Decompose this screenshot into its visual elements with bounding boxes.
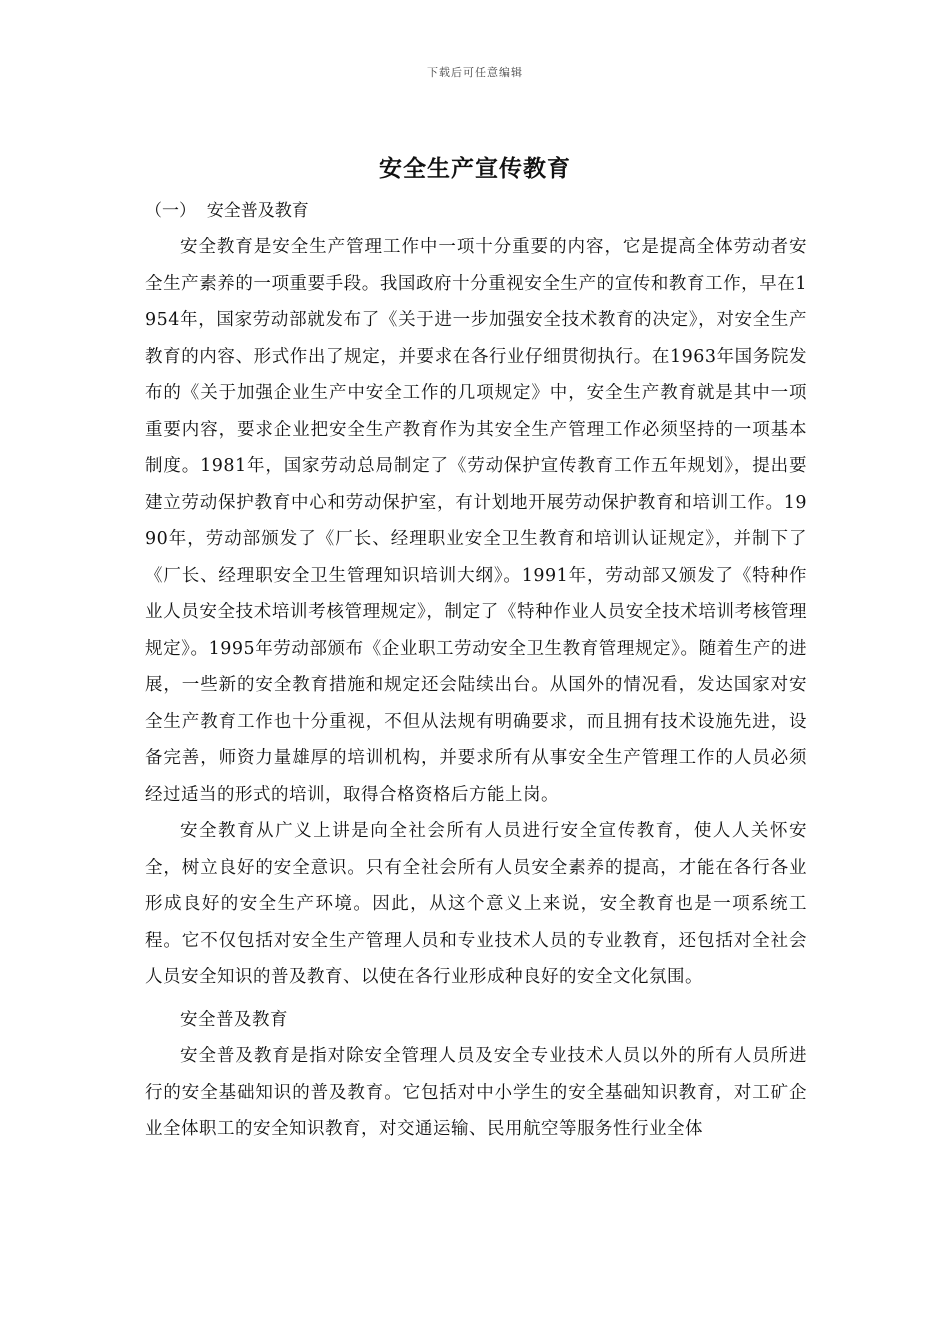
paragraph-2: 安全教育从广义上讲是向全社会所有人员进行安全宣传教育，使人人关怀安全，树立良好的安全意识。只有全社会所有人员安全素养的提高，才能在各行各业形成良好的安全生产环境。因此，从这个意义上来说，安全教育也是一项系统工程。它不仅包括对安全生产管理人员和专业技术人员的专业教育，还包括对全社会人员安全知识的普及教育、以使在各行业形成种良好的安全文化氛围。: [145, 821, 807, 987]
section-heading: （一） 安全普及教育: [145, 201, 309, 221]
paragraph-1: 安全教育是安全生产管理工作中一项十分重要的内容，它是提高全体劳动者安全生产素养的一项重要手段。我国政府十分重视安全生产的宣传和教育工作，早在1954年，国家劳动部就发布了《关于进一步加强安全技术教育的决定》，对安全生产教育的内容、形式作出了规定，并要求在各行业仔细贯彻执行。在1963年国务院发布的《关于加强企业生产中安全工作的几项规定》中，安全生产教育就是其中一项重要内容，要求企业把安全生产教育作为其安全生产管理工作必须坚持的一项基本制度。1981年，国家劳动总局制定了《劳动保护宣传教育工作五年规划》，提出要建立劳动保护教育中心和劳动保护室，有计划地开展劳动保护教育和培训工作。1990年，劳动部颁发了《厂长、经理职业安全卫生教育和培训认证规定》，并制下了《厂长、经理职安全卫生管理知识培训大纲》。1991年，劳动部又颁发了《特种作业人员安全技术培训考核管理规定》，制定了《特种作业人员安全技术培训考核管理规定》。1995年劳动部颁布《企业职工劳动安全卫生教育管理规定》。随着生产的进展，一些新的安全教育措施和规定还会陆续出台。从国外的情况看，发达国家对安全生产教育工作也十分重视，不但从法规有明确要求，而且拥有技术设施先进，设备完善，师资力量雄厚的培训机构，并要求所有从事安全生产管理工作的人员必须经过适当的形式的培训，取得合格资格后方能上岗。: [145, 237, 807, 805]
document-body: [145, 198, 807, 1148]
document-title: 安全生产宣传教育: [379, 155, 571, 182]
subheading: 安全普及教育: [180, 1009, 288, 1030]
header-note: 下载后可任意编辑: [427, 66, 523, 79]
paragraph-3: 安全普及教育是指对除安全管理人员及安全专业技术人员以外的所有人员所进行的安全基础知识的普及教育。它包括对中小学生的安全基础知识教育，对工矿企业全体职工的安全知识教育，对交通运输、民用航空等服务性行业全体: [145, 1046, 807, 1139]
